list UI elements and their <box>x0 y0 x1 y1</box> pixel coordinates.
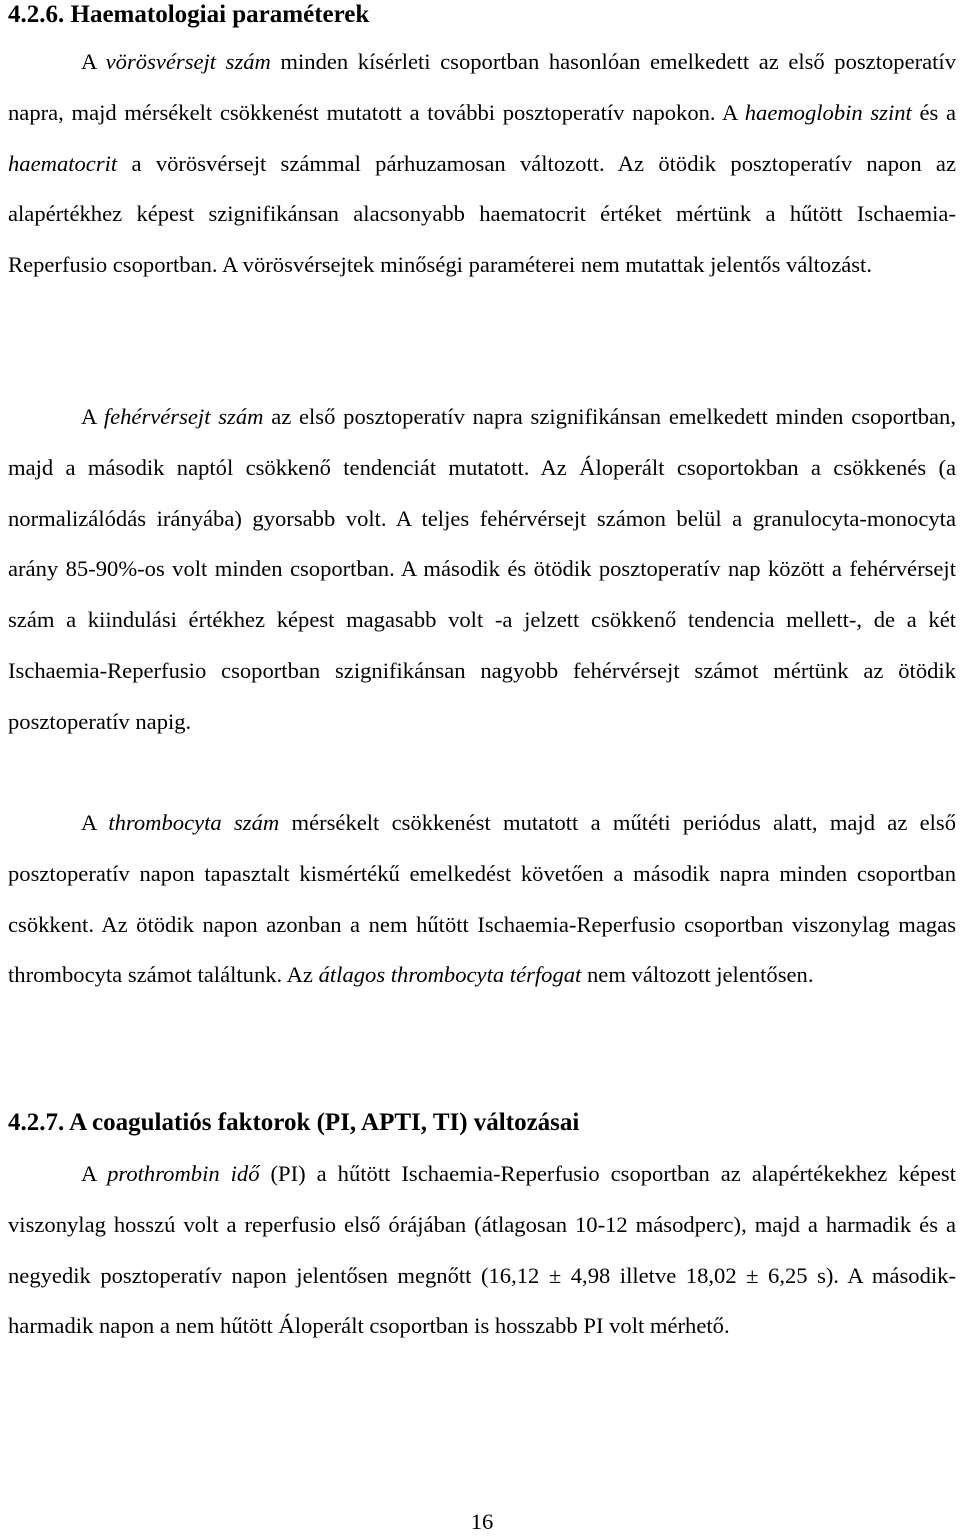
italic-term: vörösvérsejt szám <box>105 49 271 74</box>
italic-term: haemoglobin szint <box>744 99 912 125</box>
paragraph-white-blood-cells: A fehérvérsejt szám az első posztoperatív napra szignifikánsan emelkedett minden csoportban, majd a második naptól csökkenő tendenciát mutatott. Az Áloperált csoportokban a csökkenés (a normalizálódás irányába) gyorsabb volt. A teljes fehérvérsejt számon belül a granulocyta-monocyta arány 85-90%-os volt minden csoportban. A második és ötödik posztoperatív nap között a fehérvérsejt szám a kiindulási értékhez képest magasabb volt -a jelzett csökkenő tendencia mellett-, de a két Ischaemia-Reperfusio csoportban szignifikánsan nagyobb fehérvérsejt számot mértünk az ötödik posztoperatív napig. <box>8 404 956 734</box>
italic-term: prothrombin idő <box>107 1161 260 1186</box>
italic-term: fehérvérsejt szám <box>103 404 264 429</box>
section-heading-coagulation: 4.2.7. A coagulatiós faktorok (PI, APTI, TI) változásai <box>8 1109 580 1136</box>
section-heading-haematology: 4.2.6. Haematologiai paraméterek <box>8 1 370 28</box>
italic-term: haematocrit <box>8 150 118 176</box>
page-number: 16 <box>470 1509 494 1534</box>
italic-term: thrombocyta szám <box>108 810 280 835</box>
paragraph-thrombocytes: A thrombocyta szám mérsékelt csökkenést mutatott a műtéti periódus alatt, majd az első posztoperatív napon tapasztalt kismértékű emelkedést követően a második napra minden csoportban csökkent. Az ötödik napon azonban a nem hűtött Ischaemia-Reperfusio csoportban viszonylag magas thrombocyta számot találtunk. Az átlagos thrombocyta térfogat nem változott jelentősen. <box>8 810 957 988</box>
italic-term: átlagos thrombocyta térfogat <box>318 962 582 988</box>
paragraph-red-blood-cells: A vörösvérsejt szám minden kísérleti csoportban hasonlóan emelkedett az első posztoperatív napra, majd mérsékelt csökkenést mutatott a további posztoperatív napokon. A haemoglobin szint és a haematocrit a vörösvérsejt számmal párhuzamosan változott. Az ötödik posztoperatív napon az alapértékhez képest szignifikánsan alacsonyabb haematocrit értéket mértünk a hűtött Ischaemia-Reperfusio csoportban. A vörösvérsejtek minőségi paraméterei nem mutattak jelentős változást. <box>8 49 957 278</box>
paragraph-prothrombin-time: A prothrombin idő (PI) a hűtött Ischaemia-Reperfusio csoportban az alapértékekhez képest viszonylag hosszú volt a reperfusio első órájában (átlagosan 10-12 másodperc), majd a harmadik és a negyedik posztoperatív napon jelentősen megnőtt (16,12 ± 4,98 illetve 18,02 ± 6,25 s). A második-harmadik napon a nem hűtött Áloperált csoportban is hosszabb PI volt mérhető. <box>8 1161 957 1339</box>
